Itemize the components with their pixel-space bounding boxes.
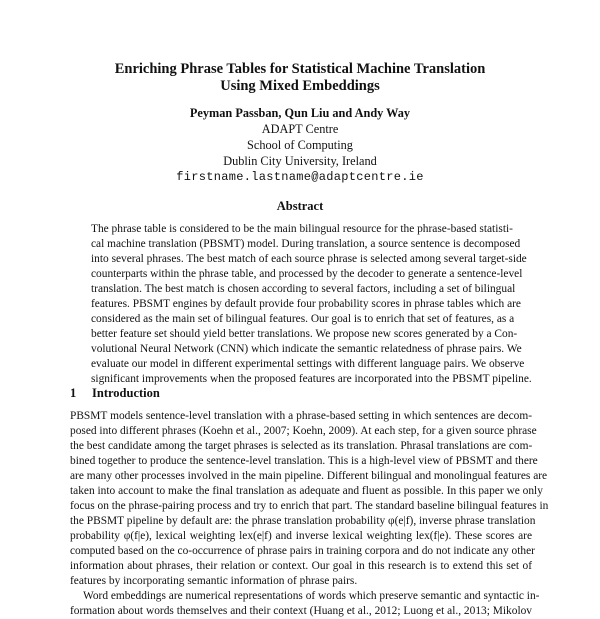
body-line: formation about words themselves and their context (Huang et al., 2012; Luong et al., 2013; Mikolov (70, 605, 532, 617)
section-heading-introduction (70, 386, 160, 401)
body-line: bined together to produce the sentence-level translation. This is a high-level view of PBSMT and there (70, 455, 538, 467)
body-line: the best candidate among the target phrases is selected as its translation. Phrasal translations are com- (70, 440, 533, 452)
body-line: probability φ(f|e), lexical weighting lex(e|f) and inverse lexical weighting lex(f|e). These scores are (70, 530, 532, 542)
abstract-line: translation. The best match is chosen according to several factors, including a set of bilingual (91, 283, 516, 295)
paper-title-line-1: Enriching Phrase Tables for Statistical Machine Translation (114, 61, 486, 77)
abstract-line: better feature set should yield better translations. We propose new scores generated by a Con- (91, 328, 518, 340)
body-line: the PBSMT pipeline by default are: the phrase translation probability φ(e|f), inverse phrase translation (70, 515, 536, 527)
body-line: information about phrases, their relation or context. Our goal in this research is to extend this set of (70, 560, 532, 572)
abstract-line: evaluate our model in different experimental settings with different language pairs. We observe (91, 358, 525, 370)
body-line: posed into different phrases (Koehn et al., 2007; Koehn, 2009). At each step, for a given source phrase (70, 425, 537, 437)
affiliation-line-2: School of Computing (247, 138, 353, 152)
body-line: focus on the phrase-pairing process and try to enrich that part. The standard baseline bilingual features in (70, 500, 549, 512)
abstract-line: significant improvements when the proposed features are incorporated into the PBSMT pipeline. (91, 373, 532, 385)
abstract-line: considered as the main set of bilingual features. Our goal is to enrich that set of features, as a (91, 313, 515, 325)
paper-title-line-2: Using Mixed Embeddings (220, 78, 380, 94)
abstract-line: features. PBSMT engines by default provide four probability scores in phrase tables which are (91, 298, 521, 310)
abstract-line: The phrase table is considered to be the main bilingual resource for the phrase-based statisti- (91, 223, 513, 235)
author-email: firstname.lastname@adaptcentre.ie (176, 170, 424, 184)
abstract-line: volutional Neural Network (CNN) which indicate the semantic relatedness of phrase pairs. We (91, 343, 522, 355)
body-line: features by incorporating semantic information of phrase pairs. (70, 575, 358, 587)
abstract-line: into several phrases. The best match of each source phrase is selected among several target-side (91, 253, 527, 265)
body-line: taken into account to make the final translation as adequate and fluent as possible. In this paper we only (70, 485, 543, 497)
author-list: Peyman Passban, Qun Liu and Andy Way (189, 106, 411, 120)
body-line: computed based on the co-occurrence of phrase pairs in training corpora and do not indicate any other (70, 545, 535, 557)
body-line: PBSMT models sentence-level translation with a phrase-based setting in which sentences are decom- (70, 410, 532, 422)
section-title: Introduction (92, 386, 160, 400)
body-line: are many other processes involved in the main pipeline. Different bilingual and monolingual features are (70, 470, 548, 482)
abstract-line: counterparts within the phrase table, and processed by the decoder to generate a sentence-level (91, 268, 523, 280)
affiliation-line-3: Dublin City University, Ireland (223, 154, 377, 168)
affiliation-line-1: ADAPT Centre (261, 122, 339, 136)
body-line: Word embeddings are numerical representations of words which preserve semantic and syntactic in- (83, 590, 540, 602)
abstract-heading: Abstract (276, 199, 324, 213)
abstract-line: cal machine translation (PBSMT) model. During translation, a source sentence is decomposed (91, 238, 521, 250)
section-number: 1 (70, 386, 77, 400)
